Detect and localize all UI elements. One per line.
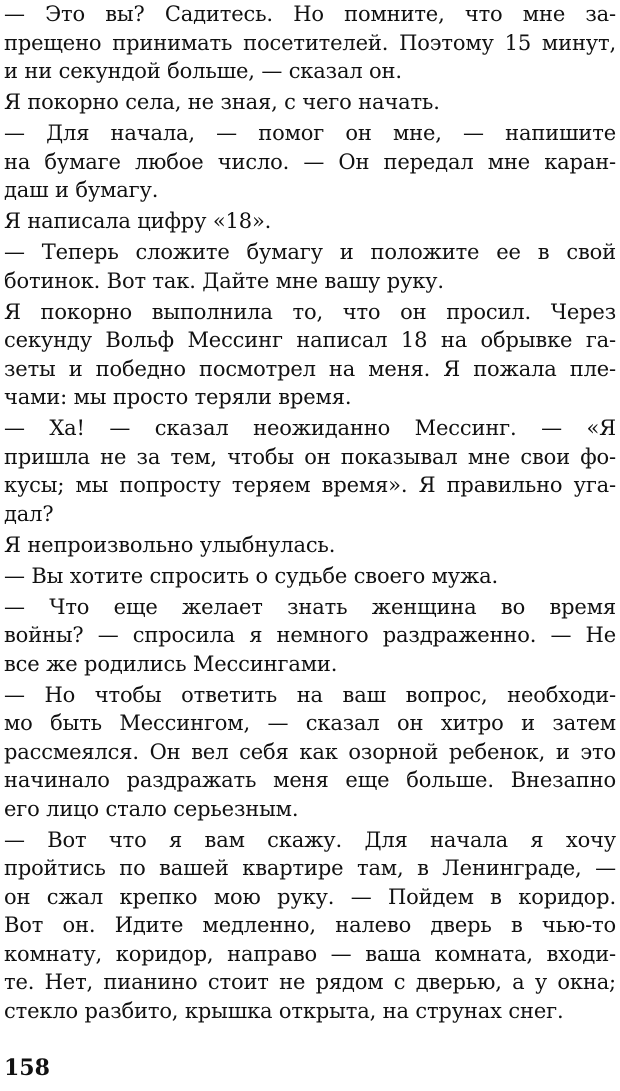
text-line: — Ха! — сказал неожиданно Мессинг. — «Я — [4, 416, 616, 440]
text-line: секунду Вольф Мессинг написал 18 на обрывке га- — [4, 328, 616, 352]
paragraph — [4, 414, 616, 528]
text-line: Я покорно села, не зная, с чего начать. — [4, 90, 440, 114]
text-line: дал? — [4, 501, 54, 526]
text-line: он сжал крепко мою руку. — Пойдем в коридор. — [4, 884, 616, 909]
text-line: кусы; мы попросту теряем время». Я правильно уга- — [4, 473, 616, 497]
text-line: — Теперь сложите бумагу и положите ее в свой — [4, 240, 616, 264]
text-line: Я покорно выполнила то, что он просил. Через — [4, 299, 616, 324]
text-line: Вот он. Идите медленно, налево дверь в чью-то — [4, 913, 616, 937]
text-line: — Что еще желает знать женщина во время — [4, 594, 616, 619]
text-line: — Для начала, — помог он мне, — напишите — [4, 121, 616, 145]
text-line: зеты и победно посмотрел на меня. Я пожала пле- — [4, 356, 616, 381]
text-line: его лицо стало серьезным. — [4, 796, 299, 821]
text-line: — Вы хотите спросить о судьбе своего мужа. — [4, 563, 499, 588]
text-line: — Это вы? Садитесь. Но помните, что мне за- — [4, 2, 616, 26]
paragraph — [4, 238, 616, 295]
body-text — [4, 0, 616, 1025]
text-line: те. Нет, пианино стоит не рядом с дверью, а у окна; — [4, 970, 616, 994]
paragraph — [4, 0, 616, 86]
paragraph — [4, 298, 616, 412]
text-line: — Но чтобы ответить на ваш вопрос, необходи- — [4, 682, 616, 707]
text-line: на бумаге любое число. — Он передал мне каран- — [4, 149, 616, 174]
text-line: пришла не за тем, чтобы он показывал мне свои фо- — [4, 444, 616, 469]
text-line: комнату, коридор, направо — ваша комната, входи- — [4, 941, 616, 966]
paragraph — [4, 88, 616, 117]
text-line: Я непроизвольно улыбнулась. — [4, 532, 336, 557]
paragraph — [4, 826, 616, 1026]
text-line: — Вот что я вам скажу. Для начала я хочу — [4, 827, 616, 852]
paragraph — [4, 681, 616, 824]
text-line: и ни секундой больше, — сказал он. — [4, 59, 402, 83]
text-line: ботинок. Вот так. Дайте мне вашу руку. — [4, 268, 444, 293]
text-line: мо быть Мессингом, — сказал он хитро и затем — [4, 711, 616, 735]
page-number: 158 — [4, 1055, 50, 1081]
text-line: прещено принимать посетителей. Поэтому 15 минут, — [4, 30, 616, 55]
text-line: начинало раздражать меня еще больше. Внезапно — [4, 768, 616, 792]
paragraph — [4, 531, 616, 560]
text-line: чами: мы просто теряли время. — [4, 385, 352, 409]
text-line: даш и бумагу. — [4, 178, 159, 202]
paragraph — [4, 119, 616, 205]
paragraph — [4, 207, 616, 236]
text-line: стекло разбито, крышка открыта, на струнах снег. — [4, 998, 564, 1023]
paragraph — [4, 562, 616, 591]
text-line: войны? — спросила я немного раздраженно. — Не — [4, 623, 616, 647]
paragraph — [4, 593, 616, 679]
text-line: рассмеялся. Он вел себя как озорной ребенок, и это — [4, 739, 616, 764]
text-line: Я написала цифру «18». — [4, 209, 272, 233]
text-line: все же родились Мессингами. — [4, 651, 338, 676]
text-line: пройтись по вашей квартире там, в Ленинграде, — — [4, 856, 616, 880]
